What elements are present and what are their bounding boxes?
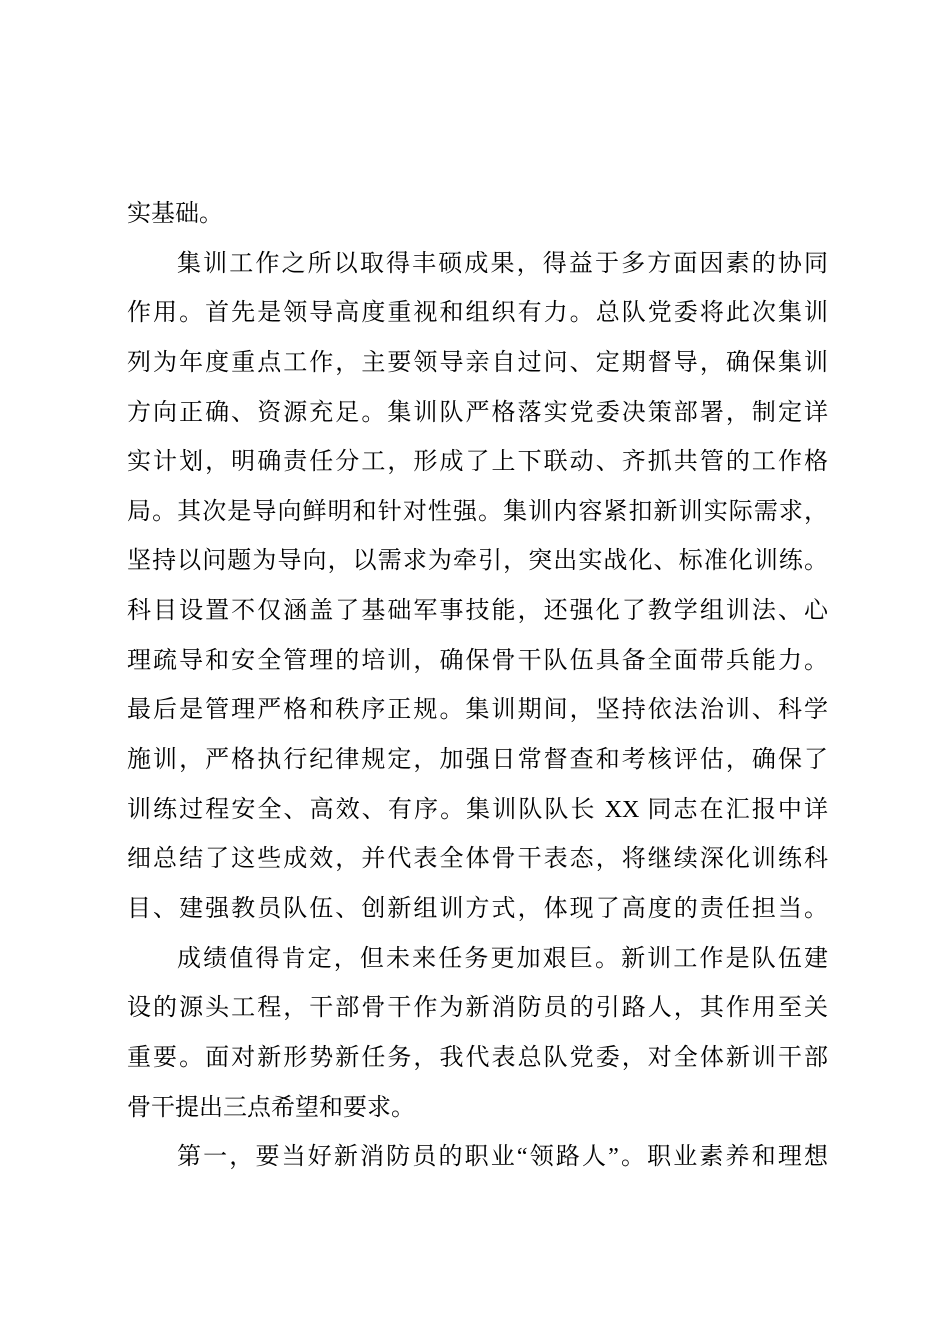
text-line: 成绩值得肯定，但未来任务更加艰巨。新训工作是队伍建 — [177, 945, 828, 972]
text-line: 实计划，明确责任分工，形成了上下联动、齐抓共管的工作格 — [127, 449, 828, 476]
text-line: 目、建强教员队伍、创新组训方式，体现了高度的责任担当。 — [127, 895, 828, 922]
text-line: 实基础。 — [127, 201, 223, 227]
text-line: 科目设置不仅涵盖了基础军事技能，还强化了教学组训法、心 — [127, 598, 828, 625]
text-line: 施训，严格执行纪律规定，加强日常督查和考核评估，确保了 — [127, 747, 828, 774]
text-line: 训练过程安全、高效、有序。集训队队长 XX 同志在汇报中详 — [127, 796, 828, 823]
text-line: 设的源头工程，干部骨干作为新消防员的引路人，其作用至关 — [127, 995, 828, 1022]
text-line: 集训工作之所以取得丰硕成果，得益于多方面因素的协同 — [177, 250, 828, 277]
paragraph — [127, 935, 828, 1134]
text-line: 坚持以问题为导向，以需求为牵引，突出实战化、标准化训练。 — [127, 548, 828, 575]
paragraph — [127, 190, 828, 240]
paragraph — [127, 240, 828, 935]
text-line: 最后是管理严格和秩序正规。集训期间，坚持依法治训、科学 — [127, 697, 828, 724]
text-line: 局。其次是导向鲜明和针对性强。集训内容紧扣新训实际需求， — [127, 498, 828, 525]
text-line: 理疏导和安全管理的培训，确保骨干队伍具备全面带兵能力。 — [127, 647, 828, 674]
text-line: 列为年度重点工作，主要领导亲自过问、定期督导，确保集训 — [127, 349, 828, 376]
text-line: 第一，要当好新消防员的职业“领路人”。职业素养和理想 — [177, 1144, 828, 1171]
text-line: 细总结了这些成效，并代表全体骨干表态，将继续深化训练科 — [127, 846, 828, 873]
text-line: 重要。面对新形势新任务，我代表总队党委，对全体新训干部 — [127, 1044, 828, 1071]
text-line: 骨干提出三点希望和要求。 — [127, 1094, 415, 1121]
text-line: 方向正确、资源充足。集训队严格落实党委决策部署，制定详 — [127, 399, 828, 426]
paragraph — [127, 1133, 828, 1183]
text-line: 作用。首先是领导高度重视和组织有力。总队党委将此次集训 — [127, 300, 828, 327]
